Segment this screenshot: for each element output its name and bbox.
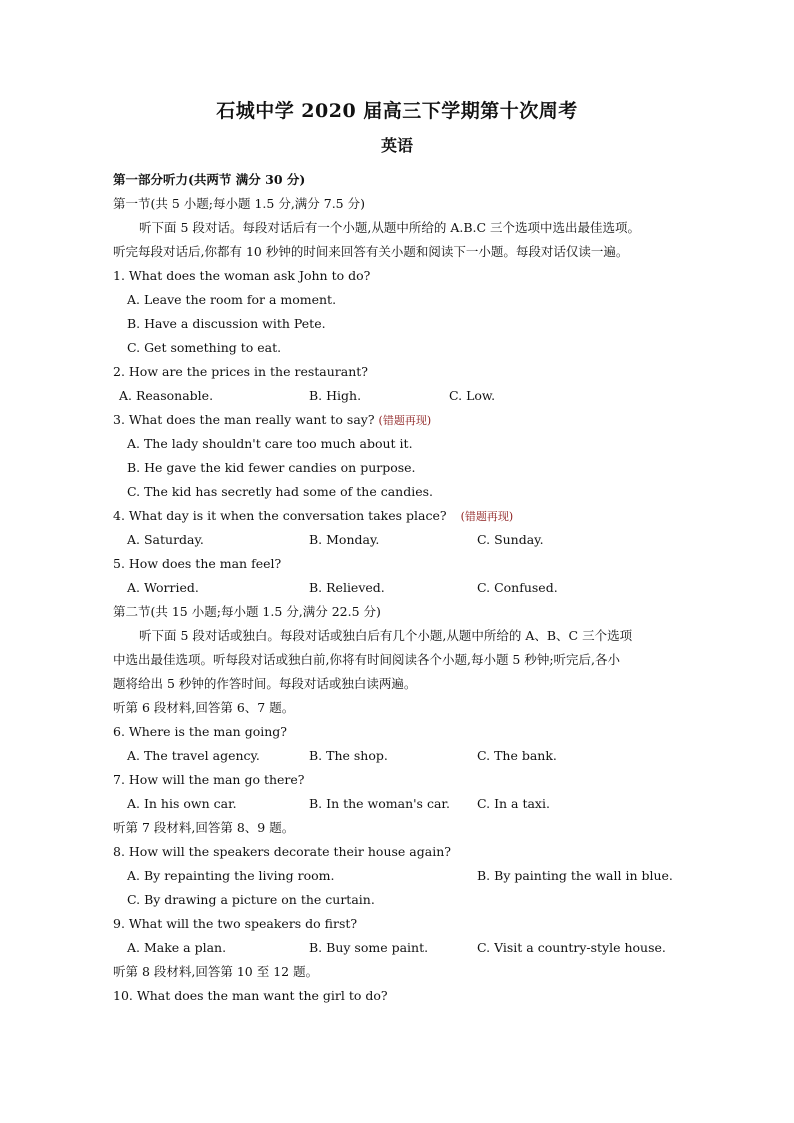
answer-option: B. By painting the wall in blue. <box>477 868 673 883</box>
answer-option: B. Monday. <box>309 532 380 547</box>
exam-title: 石城中学 2020 届高三下学期第十次周考 <box>216 100 578 122</box>
material-heading: 听第 6 段材料,回答第 6、7 题。 <box>113 700 295 715</box>
answer-option: B. Relieved. <box>309 580 385 595</box>
answer-option: C. Sunday. <box>477 532 544 547</box>
answer-option: C. By drawing a picture on the curtain. <box>127 892 375 907</box>
question-stem: 2. How are the prices in the restaurant? <box>113 364 368 379</box>
part1-heading: 第一部分听力(共两节 满分 30 分) <box>113 172 306 187</box>
answer-option: C. Low. <box>449 388 496 403</box>
answer-option: C. The bank. <box>477 748 557 763</box>
answer-option: A. Reasonable. <box>119 388 214 403</box>
answer-option: B. Buy some paint. <box>309 940 429 955</box>
section2-instruction: 题将给出 5 秒钟的作答时间。每段对话或独白读两遍。 <box>113 676 417 691</box>
question-stem: 1. What does the woman ask John to do? <box>113 268 371 283</box>
question-line <box>113 508 513 525</box>
question-line <box>113 412 431 429</box>
answer-option: A. Worried. <box>127 580 199 595</box>
question-stem: 7. How will the man go there? <box>113 772 305 787</box>
answer-option: C. The kid has secretly had some of the candies. <box>127 484 434 499</box>
material-heading: 听第 7 段材料,回答第 8、9 题。 <box>113 820 295 835</box>
answer-option: A. In his own car. <box>127 796 237 811</box>
answer-option: C. Visit a country-style house. <box>477 940 666 955</box>
section2-heading: 第二节(共 15 小题;每小题 1.5 分,满分 22.5 分) <box>113 604 381 619</box>
answer-option: A. Saturday. <box>127 532 204 547</box>
answer-option: B. High. <box>309 388 362 403</box>
question-stem: 10. What does the man want the girl to do? <box>113 988 388 1003</box>
question-stem: 8. How will the speakers decorate their house again? <box>113 844 451 859</box>
section1-instruction: 听下面 5 段对话。每段对话后有一个小题,从题中所给的 A.B.C 三个选项中选出最佳选项。 <box>139 220 641 235</box>
answer-option: A. Leave the room for a moment. <box>127 292 337 307</box>
section1-instruction: 听完每段对话后,你都有 10 秒钟的时间来回答有关小题和阅读下一小题。每段对话仅读一遍。 <box>113 244 629 259</box>
question-stem: 9. What will the two speakers do first? <box>113 916 358 931</box>
subject-title: 英语 <box>380 136 413 155</box>
answer-option: B. In the woman's car. <box>309 796 450 811</box>
question-stem: 4. What day is it when the conversation takes place? <box>113 508 447 523</box>
answer-option: B. The shop. <box>309 748 388 763</box>
question-stem: 6. Where is the man going? <box>113 724 287 739</box>
section2-instruction: 中选出最佳选项。听每段对话或独白前,你将有时间阅读各个小题,每小题 5 秒钟;听完后,各小 <box>113 652 621 667</box>
answer-option: C. Get something to eat. <box>127 340 282 355</box>
question-stem: 5. How does the man feel? <box>113 556 282 571</box>
answer-option: A. The lady shouldn't care too much about it. <box>127 436 413 451</box>
answer-option: C. Confused. <box>477 580 558 595</box>
section1-heading: 第一节(共 5 小题;每小题 1.5 分,满分 7.5 分) <box>113 196 365 211</box>
material-heading: 听第 8 段材料,回答第 10 至 12 题。 <box>113 964 319 979</box>
answer-option: C. In a taxi. <box>477 796 550 811</box>
error-review-tag: (错题再现) <box>378 414 432 427</box>
answer-option: B. He gave the kid fewer candies on purpose. <box>127 460 416 475</box>
section2-instruction: 听下面 5 段对话或独白。每段对话或独白后有几个小题,从题中所给的 A、B、C 三个选项 <box>139 628 633 643</box>
answer-option: A. The travel agency. <box>127 748 260 763</box>
question-stem: 3. What does the man really want to say? <box>113 412 375 427</box>
answer-option: A. By repainting the living room. <box>127 868 335 883</box>
answer-option: A. Make a plan. <box>127 940 227 955</box>
error-review-tag: (错题再现) <box>460 510 514 523</box>
answer-option: B. Have a discussion with Pete. <box>127 316 326 331</box>
